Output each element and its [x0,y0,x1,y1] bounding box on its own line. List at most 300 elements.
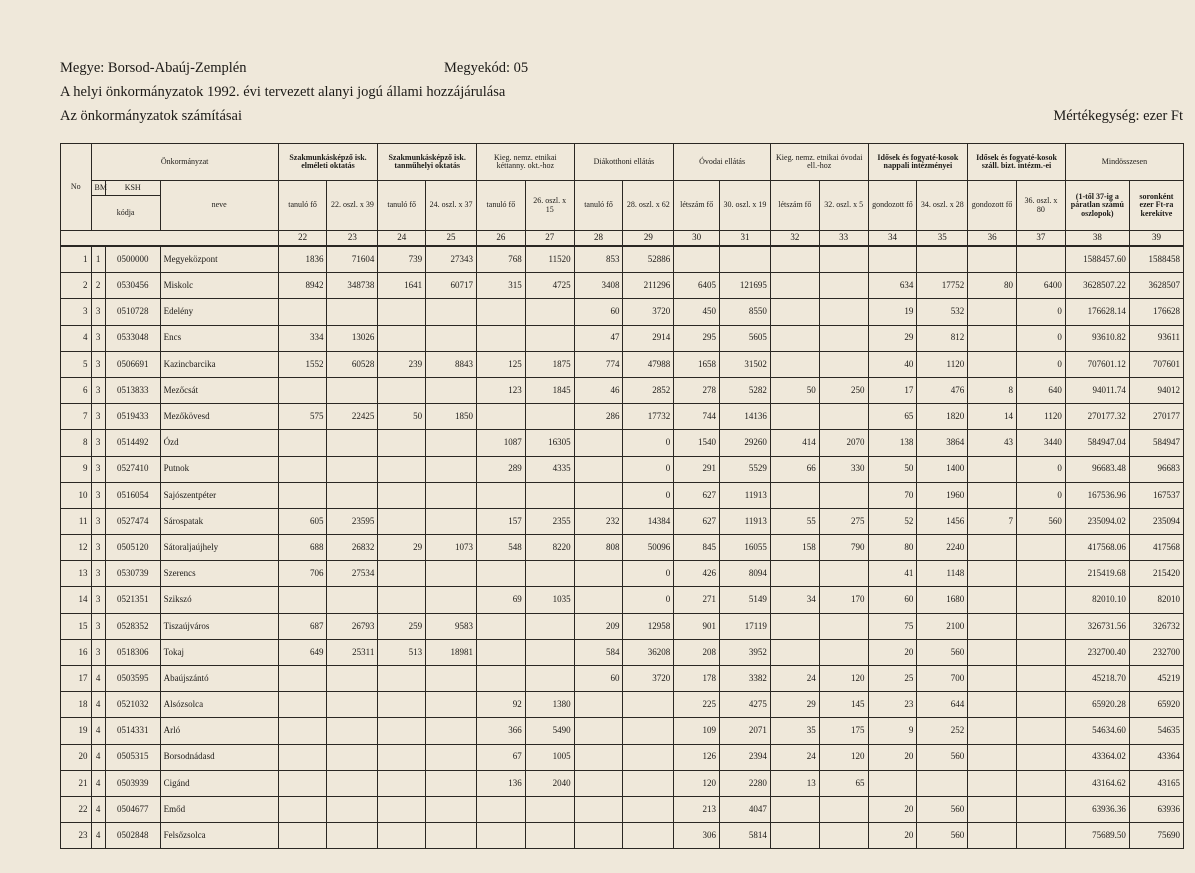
row-number: 19 [61,718,92,744]
table-cell: 176628.14 [1065,299,1129,325]
municipality-name: Felsőzsolca [160,823,278,849]
table-cell: 1073 [426,535,477,561]
municipality-name: Putnok [160,456,278,482]
table-cell [819,325,868,351]
table-cell [378,587,426,613]
table-cell [623,692,674,718]
table-row [61,377,1184,403]
table-cell [278,666,327,692]
table-cell: 6405 [674,273,720,299]
table-cell: 4725 [525,273,574,299]
table-cell [819,299,868,325]
table-cell [426,823,477,849]
municipality-name: Sajószentpéter [160,482,278,508]
table-cell: 47 [574,325,623,351]
table-cell: 31502 [720,351,771,377]
table-cell [968,613,1017,639]
bm-code: 4 [91,796,105,822]
table-cell: 25311 [327,639,378,665]
table-cell [968,692,1017,718]
sub-header: 36. oszl. x 80 [1017,181,1066,231]
table-cell: 66 [770,456,819,482]
table-cell: 1456 [917,508,968,534]
column-number: 27 [525,231,574,247]
ksh-code: 0518306 [105,639,160,665]
table-cell: 0 [623,456,674,482]
table-cell [476,325,525,351]
table-cell: 19 [868,299,917,325]
table-cell: 125 [476,351,525,377]
table-cell [819,246,868,273]
table-cell [327,587,378,613]
row-number: 6 [61,377,92,403]
table-cell: 16305 [525,430,574,456]
table-cell [327,299,378,325]
municipality-name: Edelény [160,299,278,325]
table-cell [770,299,819,325]
sub-header: tanuló fő [476,181,525,231]
row-number: 7 [61,404,92,430]
table-row [61,718,1184,744]
bm-code: 3 [91,430,105,456]
table-cell: 0 [1017,456,1066,482]
table-cell [819,351,868,377]
ksh-code: 0502848 [105,823,160,849]
table-cell: 43364 [1129,744,1183,770]
table-cell: 845 [674,535,720,561]
table-cell [525,299,574,325]
sub-header: 32. oszl. x 5 [819,181,868,231]
table-cell: 29 [770,692,819,718]
table-cell: 209 [574,613,623,639]
table-cell: 1120 [917,351,968,377]
table-cell: 330 [819,456,868,482]
table-cell: 812 [917,325,968,351]
table-cell [623,796,674,822]
table-cell: 47988 [623,351,674,377]
bm-code: 3 [91,299,105,325]
table-cell: 5529 [720,456,771,482]
bm-code: 3 [91,639,105,665]
table-cell: 94012 [1129,377,1183,403]
table-cell [770,639,819,665]
ksh-code: 0530739 [105,561,160,587]
table-cell: 1540 [674,430,720,456]
table-cell [1017,587,1066,613]
table-cell: 92 [476,692,525,718]
table-cell [378,325,426,351]
ksh-code: 0505315 [105,744,160,770]
sub-header: gondozott fő [968,181,1017,231]
table-cell: 40 [868,351,917,377]
table-cell [770,823,819,849]
table-row [61,535,1184,561]
table-cell [1017,561,1066,587]
table-cell: 43 [968,430,1017,456]
table-row [61,273,1184,299]
table-cell: 35 [770,718,819,744]
table-cell: 295 [674,325,720,351]
table-cell [917,770,968,796]
column-number: 25 [426,231,477,247]
table-cell [1017,796,1066,822]
table-cell: 235094.02 [1065,508,1129,534]
table-cell: 278 [674,377,720,403]
ksh-code: 0513833 [105,377,160,403]
table-row [61,404,1184,430]
table-cell: 178 [674,666,720,692]
municipality-name: Miskolc [160,273,278,299]
table-cell [378,666,426,692]
table-cell [968,770,1017,796]
municipality-name: Cigánd [160,770,278,796]
table-cell: 259 [378,613,426,639]
table-cell: 167536.96 [1065,482,1129,508]
row-number: 14 [61,587,92,613]
table-cell: 213 [674,796,720,822]
table-cell [623,744,674,770]
table-cell [278,377,327,403]
table-cell [968,246,1017,273]
county-code: Megyekód: 05 [444,60,529,76]
row-number: 17 [61,666,92,692]
table-cell [426,718,477,744]
table-cell [378,561,426,587]
table-cell [968,535,1017,561]
municipality-name: Megyeközpont [160,246,278,273]
ksh-code: 0503939 [105,770,160,796]
table-cell: 23595 [327,508,378,534]
table-cell: 22425 [327,404,378,430]
table-cell: 24 [770,744,819,770]
municipality-name: Sátoraljaújhely [160,535,278,561]
table-cell: 1875 [525,351,574,377]
table-cell: 270177.32 [1065,404,1129,430]
table-cell [770,351,819,377]
table-cell: 4335 [525,456,574,482]
table-cell: 271 [674,587,720,613]
table-cell: 687 [278,613,327,639]
table-cell [378,430,426,456]
table-cell: 96683.48 [1065,456,1129,482]
table-cell: 126 [674,744,720,770]
table-cell: 560 [917,823,968,849]
table-cell [770,404,819,430]
table-cell [868,770,917,796]
table-cell [819,639,868,665]
table-cell [574,561,623,587]
column-number: 28 [574,231,623,247]
column-number: 39 [1129,231,1183,247]
table-cell [1017,666,1066,692]
ksh-code: 0510728 [105,299,160,325]
group-header: Kieg. nemz. etnikai óvodai ell.-hoz [770,144,868,181]
table-cell: 63936 [1129,796,1183,822]
table-cell [278,718,327,744]
ksh-code: 0521351 [105,587,160,613]
col-header-kodja: kódja [91,196,160,231]
bm-code: 1 [91,246,105,273]
table-cell [574,482,623,508]
table-cell: 334 [278,325,327,351]
bm-code: 3 [91,508,105,534]
table-row [61,692,1184,718]
table-cell [525,796,574,822]
column-number: 23 [327,231,378,247]
table-cell: 634 [868,273,917,299]
table-cell [426,744,477,770]
sub-header: 24. oszl. x 37 [426,181,477,231]
table-cell [278,456,327,482]
table-cell [278,823,327,849]
table-cell [327,456,378,482]
table-cell [426,770,477,796]
table-cell [968,351,1017,377]
table-cell: 80 [968,273,1017,299]
table-cell: 63936.36 [1065,796,1129,822]
table-cell [327,718,378,744]
row-number: 22 [61,796,92,822]
bm-code: 4 [91,770,105,796]
table-cell: 11520 [525,246,574,273]
table-cell: 744 [674,404,720,430]
table-cell [968,744,1017,770]
table-cell [525,561,574,587]
table-cell: 82010.10 [1065,587,1129,613]
table-cell: 232 [574,508,623,534]
group-header: Idősek és fogyaté-kosok száll. bizt. intézm.-ei [968,144,1066,181]
bm-code: 3 [91,404,105,430]
table-cell: 69 [476,587,525,613]
table-row [61,246,1184,273]
table-cell: 1552 [278,351,327,377]
table-cell [426,325,477,351]
table-cell: 0 [1017,299,1066,325]
table-cell [968,299,1017,325]
table-cell: 790 [819,535,868,561]
bm-code: 3 [91,456,105,482]
table-cell [476,299,525,325]
table-cell: 50096 [623,535,674,561]
table-cell: 7 [968,508,1017,534]
group-header: Óvodai ellátás [674,144,771,181]
table-cell [574,796,623,822]
column-number: 33 [819,231,868,247]
column-number: 36 [968,231,1017,247]
table-cell: 2852 [623,377,674,403]
table-cell [968,561,1017,587]
table-cell: 901 [674,613,720,639]
table-cell: 235094 [1129,508,1183,534]
table-cell [426,430,477,456]
sub-header: 28. oszl. x 62 [623,181,674,231]
table-cell [968,587,1017,613]
sub-header: tanuló fő [574,181,623,231]
table-cell: 23 [868,692,917,718]
row-number: 12 [61,535,92,561]
table-cell: 417568 [1129,535,1183,561]
table-cell: 5149 [720,587,771,613]
bm-code: 3 [91,613,105,639]
table-cell: 1588458 [1129,246,1183,273]
table-cell: 584 [574,639,623,665]
table-cell [476,561,525,587]
ksh-code: 0500000 [105,246,160,273]
table-cell: 348738 [327,273,378,299]
table-cell: 3720 [623,666,674,692]
bm-code: 3 [91,535,105,561]
document-title: A helyi önkormányzatok 1992. évi tervezett alanyi jogú állami hozzájárulása [60,84,506,100]
table-cell: 627 [674,508,720,534]
bm-code: 4 [91,744,105,770]
column-number: 26 [476,231,525,247]
table-cell [968,456,1017,482]
table-cell [327,377,378,403]
table-cell [819,561,868,587]
table-cell: 211296 [623,273,674,299]
table-cell [378,692,426,718]
table-cell: 450 [674,299,720,325]
table-cell: 707601.12 [1065,351,1129,377]
table-cell: 50 [378,404,426,430]
table-cell: 45218.70 [1065,666,1129,692]
municipality-name: Tokaj [160,639,278,665]
table-cell: 9 [868,718,917,744]
column-number: 32 [770,231,819,247]
col-header-no: No [61,144,92,231]
table-cell [574,770,623,796]
table-cell [378,482,426,508]
table-row [61,561,1184,587]
table-cell: 11913 [720,482,771,508]
table-cell [327,770,378,796]
table-cell: 75689.50 [1065,823,1129,849]
table-cell: 252 [917,718,968,744]
table-cell: 1850 [426,404,477,430]
row-number: 8 [61,430,92,456]
table-cell: 3408 [574,273,623,299]
table-cell: 3628507 [1129,273,1183,299]
table-cell [378,718,426,744]
table-cell: 326731.56 [1065,613,1129,639]
table-cell: 2280 [720,770,771,796]
row-number: 23 [61,823,92,849]
table-cell: 158 [770,535,819,561]
municipality-name: Tiszaújváros [160,613,278,639]
row-number: 16 [61,639,92,665]
table-cell [968,796,1017,822]
table-cell: 8094 [720,561,771,587]
table-cell [278,482,327,508]
table-cell: 11913 [720,508,771,534]
column-number: 29 [623,231,674,247]
table-cell [1017,718,1066,744]
table-cell: 289 [476,456,525,482]
group-header: Diákotthoni ellátás [574,144,674,181]
table-cell: 3864 [917,430,968,456]
table-cell [868,246,917,273]
column-number: 35 [917,231,968,247]
table-cell: 417568.06 [1065,535,1129,561]
table-cell [426,692,477,718]
table-cell: 215420 [1129,561,1183,587]
table-row [61,299,1184,325]
table-cell: 853 [574,246,623,273]
col-header-onkormanyzat: Önkormányzat [91,144,278,181]
municipality-name: Kazincbarcika [160,351,278,377]
table-cell [819,404,868,430]
table-cell: 414 [770,430,819,456]
table-cell: 93611 [1129,325,1183,351]
table-cell: 5282 [720,377,771,403]
table-cell: 75690 [1129,823,1183,849]
table-cell: 0 [1017,325,1066,351]
table-cell: 25 [868,666,917,692]
table-cell: 5814 [720,823,771,849]
table-cell: 70 [868,482,917,508]
table-cell: 12958 [623,613,674,639]
table-cell [476,823,525,849]
table-cell: 6400 [1017,273,1066,299]
table-cell [819,482,868,508]
table-cell: 2355 [525,508,574,534]
table-cell [278,692,327,718]
table-cell [426,508,477,534]
table-cell: 250 [819,377,868,403]
table-cell [327,482,378,508]
table-cell: 513 [378,639,426,665]
row-number: 15 [61,613,92,639]
table-cell [426,482,477,508]
table-cell: 426 [674,561,720,587]
municipality-name: Encs [160,325,278,351]
table-cell: 94011.74 [1065,377,1129,403]
ksh-code: 0516054 [105,482,160,508]
col-header-ksh: KSH [105,181,160,196]
table-cell: 584947.04 [1065,430,1129,456]
table-cell: 1005 [525,744,574,770]
group-header: Mindösszesen [1065,144,1183,181]
table-row [61,587,1184,613]
table-cell [623,770,674,796]
table-cell: 36208 [623,639,674,665]
table-cell [525,482,574,508]
table-cell: 54635 [1129,718,1183,744]
table-cell: 120 [819,744,868,770]
table-cell: 50 [868,456,917,482]
sub-header: létszám fő [770,181,819,231]
table-cell: 0 [1017,351,1066,377]
table-cell: 18981 [426,639,477,665]
ksh-code: 0504677 [105,796,160,822]
table-cell: 43165 [1129,770,1183,796]
ksh-code: 0533048 [105,325,160,351]
table-cell [819,273,868,299]
table-cell: 43164.62 [1065,770,1129,796]
column-number: 34 [868,231,917,247]
table-cell: 560 [917,639,968,665]
table-cell [378,299,426,325]
table-cell: 476 [917,377,968,403]
bm-code: 2 [91,273,105,299]
table-cell: 121695 [720,273,771,299]
table-cell [525,823,574,849]
table-cell: 26793 [327,613,378,639]
colnum-spacer [61,231,279,247]
table-cell: 17119 [720,613,771,639]
table-cell: 640 [1017,377,1066,403]
table-row [61,744,1184,770]
